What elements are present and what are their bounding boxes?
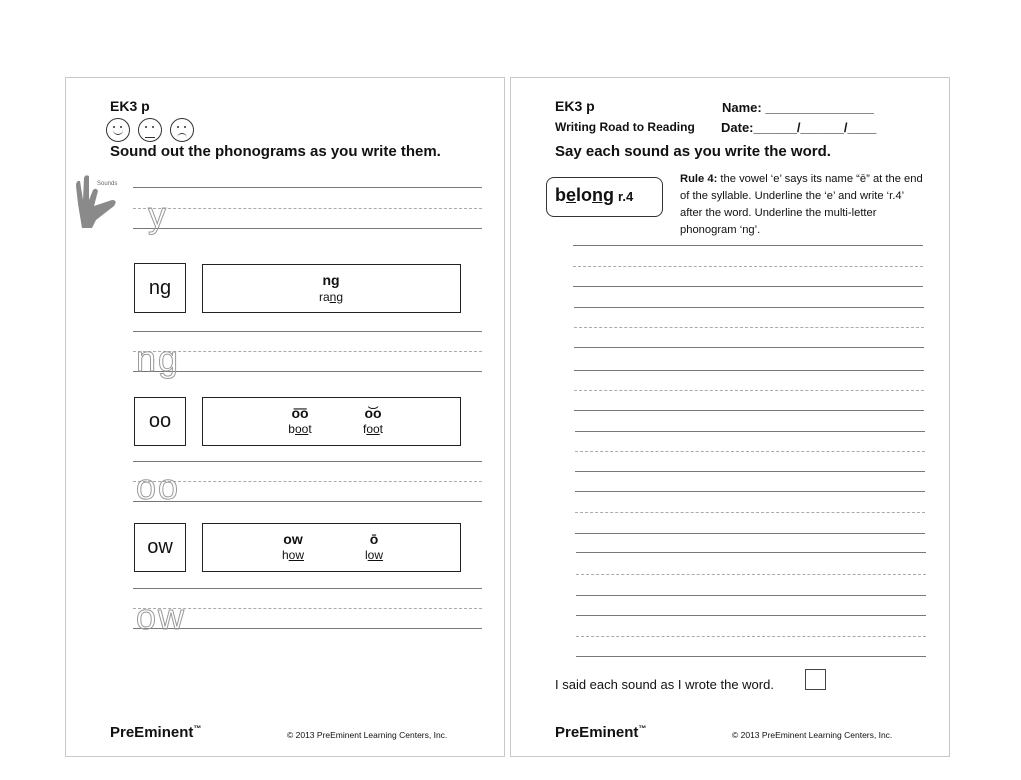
right-subtitle: Writing Road to Reading <box>555 120 695 134</box>
writing-mid-line <box>575 451 925 452</box>
writing-base-line <box>574 410 924 411</box>
name-field[interactable]: Name: _______________ <box>722 100 874 115</box>
example-word-boot: boot <box>288 422 312 436</box>
writing-base-line <box>575 533 925 534</box>
sound-label-oo-short: o͝o <box>364 405 382 421</box>
left-footer-brand: PreEminent™ <box>110 724 202 741</box>
trace-letters-oo: oo <box>136 466 181 507</box>
right-lesson-code: EK3 p <box>555 98 595 114</box>
writing-base-line <box>576 595 926 596</box>
writing-base-line <box>576 656 926 657</box>
writing-base-line <box>573 286 923 287</box>
writing-mid-line <box>574 390 924 391</box>
sound-label-ow: ow <box>283 531 303 547</box>
example-word-foot: foot <box>362 422 384 436</box>
writing-top-line <box>576 615 926 616</box>
writing-top-line <box>574 307 924 308</box>
writing-mid-line <box>133 351 482 352</box>
writing-base-line <box>133 501 482 502</box>
left-footer-copyright: © 2013 PreEminent Learning Centers, Inc. <box>287 730 448 740</box>
self-check-checkbox[interactable] <box>805 669 826 690</box>
writing-top-line <box>575 431 925 432</box>
phonogram-card-oo: oo <box>134 397 186 446</box>
writing-top-line <box>133 461 482 462</box>
writing-mid-line <box>133 481 482 482</box>
sound-label-ng: ng <box>322 272 340 288</box>
example-word-how: how <box>281 548 305 562</box>
hand-sounds-label: Sounds <box>97 181 118 187</box>
right-footer-brand: PreEminent™ <box>555 724 647 741</box>
phonogram-card-ng: ng <box>134 263 186 313</box>
writing-base-line <box>133 371 482 372</box>
happy-face-icon[interactable] <box>106 118 130 142</box>
writing-mid-line <box>576 636 926 637</box>
example-word-low: low <box>364 548 383 562</box>
writing-mid-line <box>133 208 482 209</box>
left-instruction: Sound out the phonograms as you write them. <box>110 143 441 160</box>
example-word-rang: rang <box>318 290 344 304</box>
writing-top-line <box>133 331 482 332</box>
writing-mid-line <box>576 574 926 575</box>
neutral-face-icon[interactable] <box>138 118 162 142</box>
writing-top-line <box>575 491 925 492</box>
date-field[interactable]: Date:______/______/____ <box>721 120 877 135</box>
writing-top-line <box>133 588 482 589</box>
sound-label-long-o: ō <box>369 531 379 547</box>
writing-base-line <box>575 471 925 472</box>
phonogram-sounds-box-oo <box>202 397 461 446</box>
writing-top-line <box>573 245 923 246</box>
right-footer-copyright: © 2013 PreEminent Learning Centers, Inc. <box>732 730 893 740</box>
left-lesson-code: EK3 p <box>110 98 150 114</box>
trace-letters-y: y <box>148 194 168 235</box>
spelling-word-belong: belong r.4 <box>555 185 634 205</box>
phonogram-sounds-box-ow <box>202 523 461 572</box>
writing-base-line <box>574 347 924 348</box>
phonogram-card-ow: ow <box>134 523 186 572</box>
trace-letters-ng: ng <box>136 338 181 379</box>
writing-mid-line <box>575 512 925 513</box>
rule-4-explanation: Rule 4: the vowel ‘e’ says its name “ē” at the end of the syllable. Underline the ‘e’ and write ‘r.4’ after the word. Underline the multi-letter phonogram ‘ng’. <box>680 173 923 236</box>
writing-base-line <box>133 228 482 229</box>
writing-mid-line <box>573 266 923 267</box>
trace-letters-ow: ow <box>136 596 187 637</box>
self-check-statement: I said each sound as I wrote the word. <box>555 677 774 692</box>
right-instruction: Say each sound as you write the word. <box>555 143 831 160</box>
writing-top-line <box>574 370 924 371</box>
writing-top-line <box>133 187 482 188</box>
writing-top-line <box>576 552 926 553</box>
sad-face-icon[interactable] <box>170 118 194 142</box>
writing-mid-line <box>574 327 924 328</box>
sound-label-oo-long: o͞o <box>291 405 309 421</box>
